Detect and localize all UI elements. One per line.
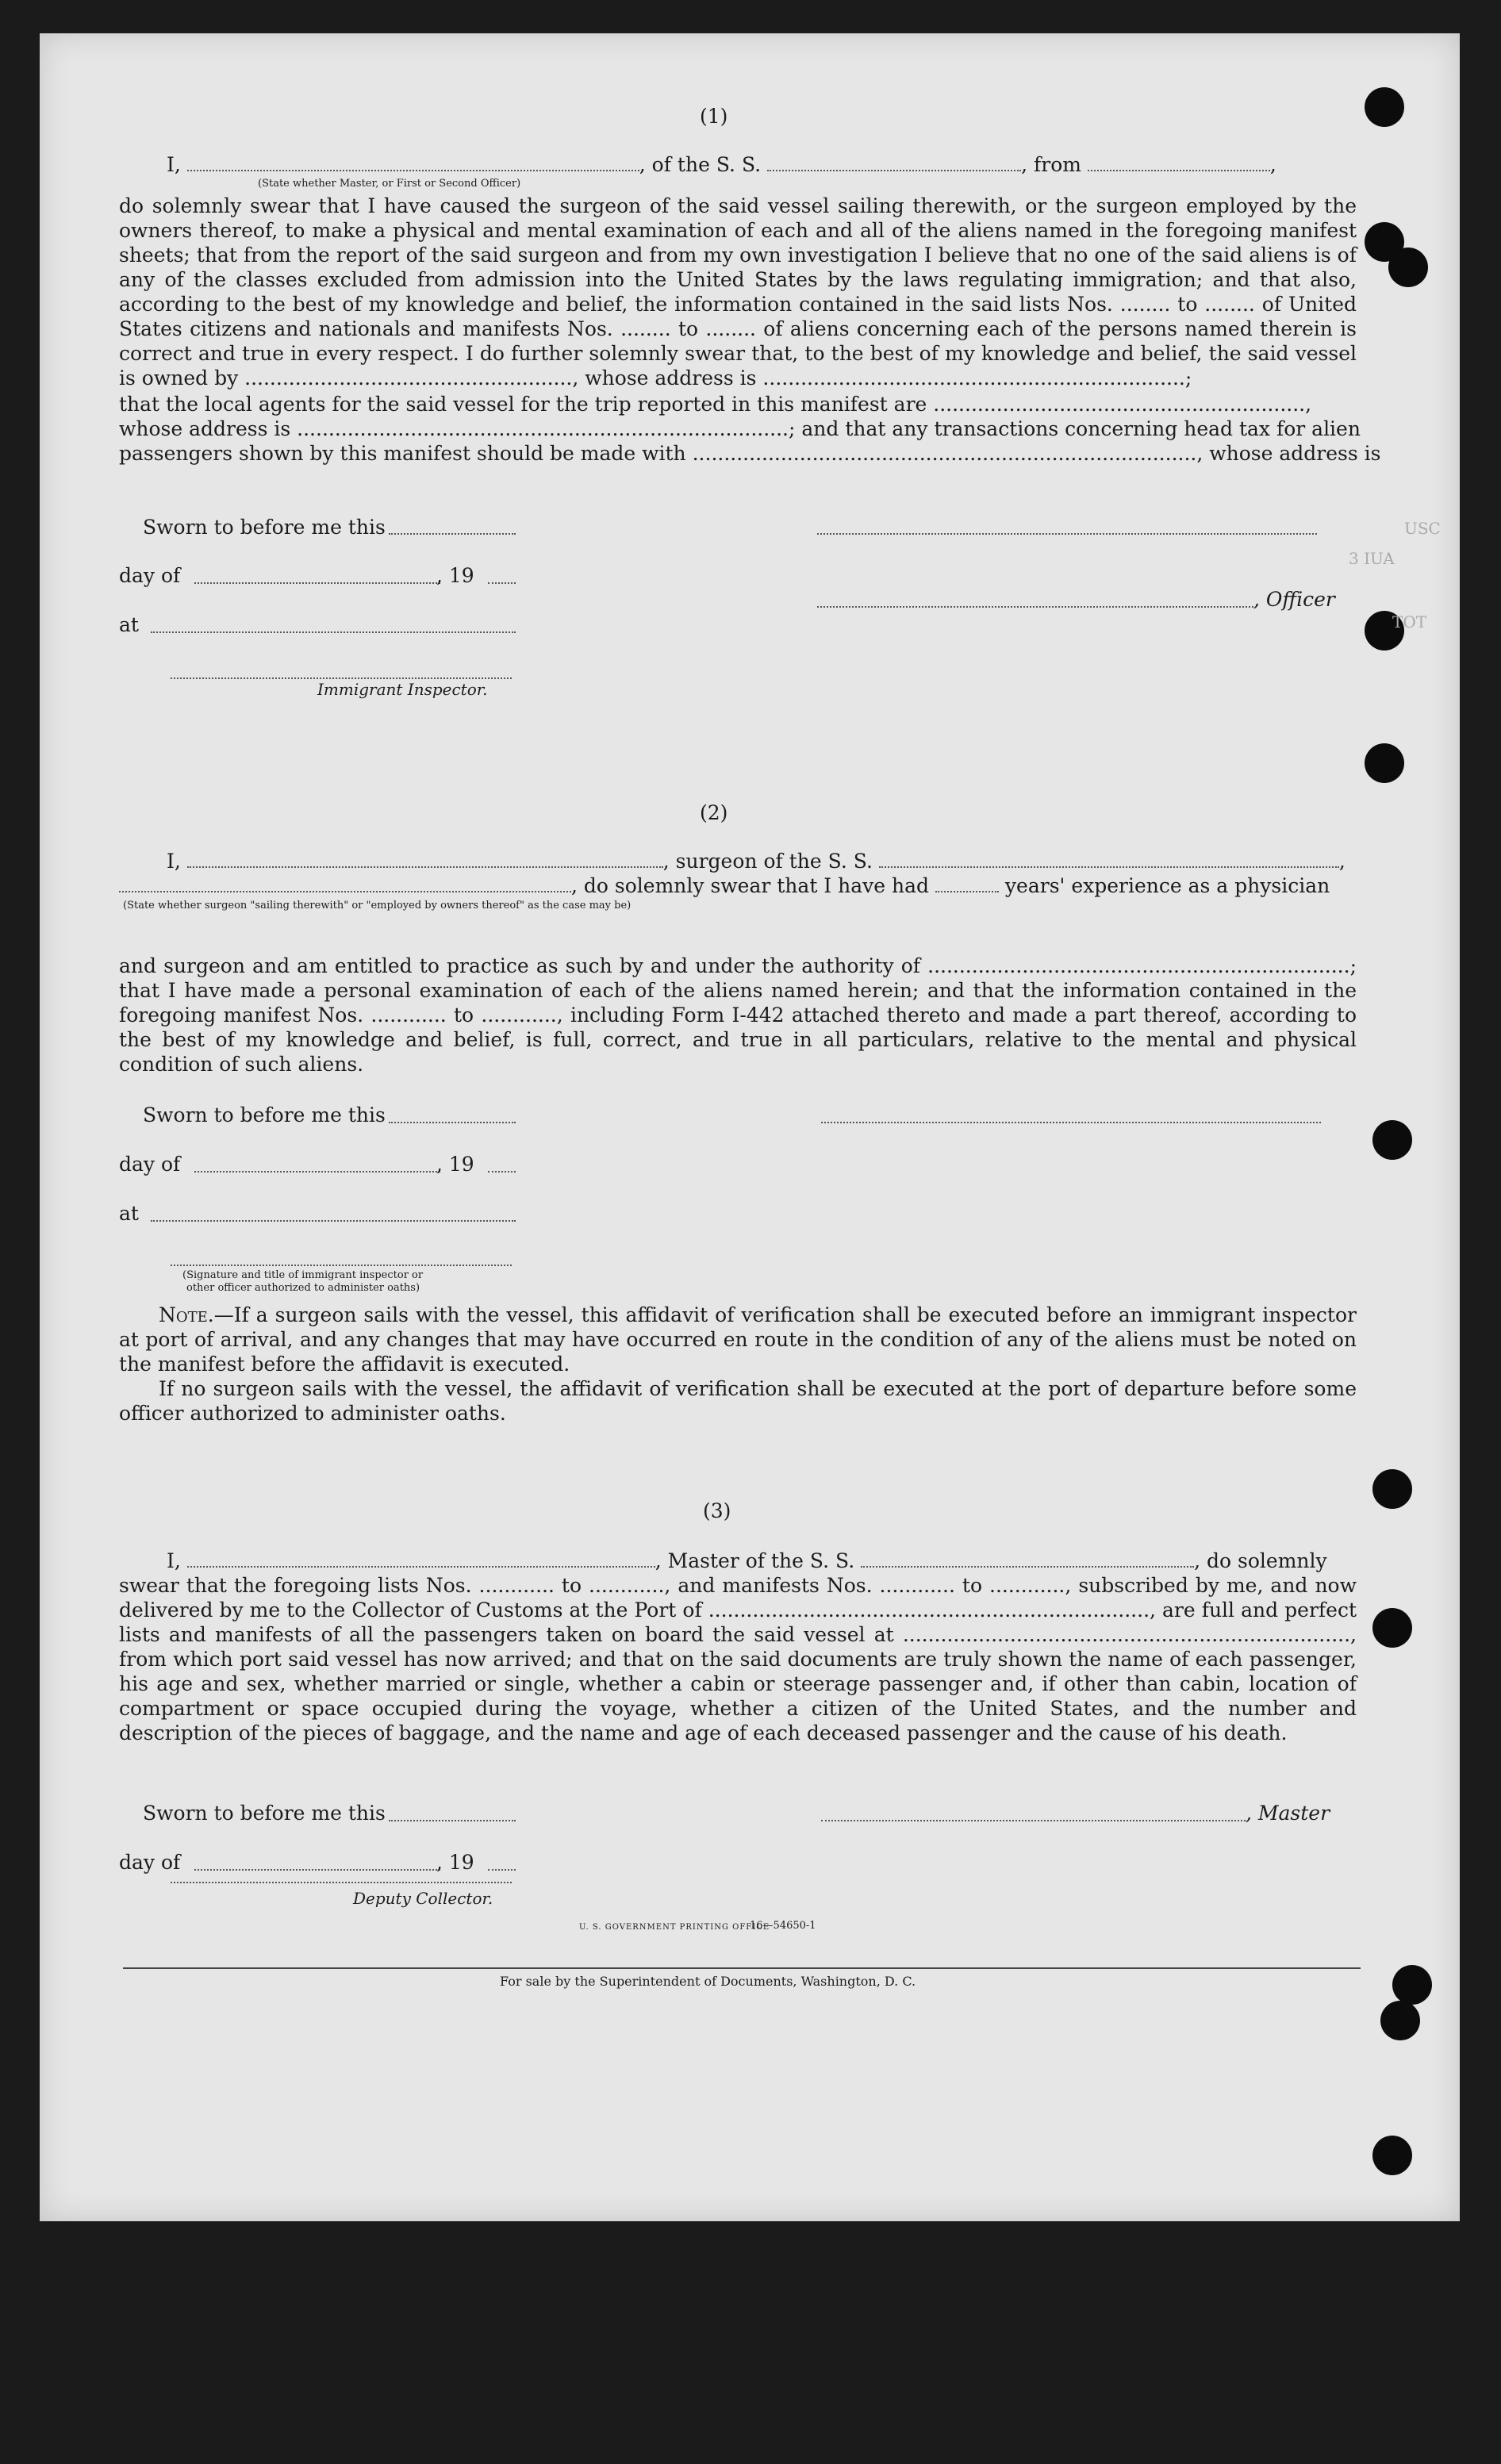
s2-note-label: Note. <box>159 1303 214 1326</box>
punch-hole <box>1365 743 1404 783</box>
s2-body: and surgeon and am entitled to practice as such by and under the authority of ...................................................................; that I have made a personal examination of each of the aliens named herein; and that the information contained in the foregoing manifest Nos. ............ to ............, including Form I-442 attached thereto and made a part thereof, according to the best of my knowledge and belief, is full, correct, and true in all particulars, relative to the mental and physical condition of such aliens. <box>119 954 1357 1076</box>
s2-sig-note-2: other officer authorized to administer oaths) <box>186 1282 420 1294</box>
section-3-number: (3) <box>703 1499 731 1522</box>
punch-hole <box>1392 1965 1432 2005</box>
s1-ship-blank <box>767 152 1021 171</box>
s2-swear: , do solemnly swear that I have had <box>571 874 930 897</box>
s1-sworn-blank <box>389 533 516 535</box>
s2-year: , 19 <box>436 1153 474 1176</box>
section-2-number: (2) <box>700 801 728 824</box>
s1-year: , 19 <box>436 564 474 587</box>
s1-whose: whose address is ..............................................................................; and that any transactions concerning head tax for alien <box>119 417 1361 440</box>
s1-officer-blank <box>187 152 639 171</box>
s2-status-blank <box>119 873 571 892</box>
s3-year-blank <box>488 1869 516 1871</box>
s2-at-blank <box>151 1220 516 1222</box>
s1-from: , from <box>1021 153 1081 176</box>
punch-hole <box>1388 248 1428 287</box>
punch-hole <box>1365 87 1404 127</box>
s2-sworn-blank <box>389 1122 516 1123</box>
s3-body: swear that the foregoing lists Nos. ............ to ............, and manifests Nos. ............ to ............, subscribed by me, and now delivered by me to the Collector of Customs at the Port of ......................................................................, are full and perfect lists and manifests of all the passengers taken on board the said vessel at ......................................................................., from which port said vessel has now arrived; and that on the said documents are truly shown the name of each passenger, his age and sex, whether married or single, whether a cabin or steerage passenger and, if other than cabin, location of compartment or space occupied during the voyage, whether a citizen of the United States, and the number and description of the pieces of baggage, and the name and age of each deceased passenger and the cause of his death. <box>119 1574 1357 1744</box>
margin-stamp: TOT <box>1392 612 1427 631</box>
s1-day-blank <box>194 582 440 584</box>
s3-master-of: , Master of the S. S. <box>655 1549 855 1572</box>
s1-at: at <box>119 613 139 636</box>
punch-hole <box>1380 2001 1420 2040</box>
s3-sworn-blank <box>389 1820 516 1821</box>
footer-code: 16—54650-1 <box>750 1920 816 1932</box>
s1-inspector-label: Immigrant Inspector. <box>317 680 488 699</box>
footer-rule <box>123 1967 1361 1969</box>
s1-line1: I, , of the S. S. , from , <box>167 153 1276 176</box>
s2-inspector-sig <box>171 1265 512 1266</box>
s1-body: do solemnly swear that I have caused the surgeon of the said vessel sailing therewith, or the surgeon employed by the owners thereof, to make a physical and mental examination of each and all of the aliens named in the foregoing manifest sheets; that from the report of the said surgeon and from my own investigation I believe that no one of the said aliens is of any of the classes excluded from admission into the United States by the laws regulating immigration; and that also, according to the best of my knowledge and belief, the information contained in the said lists Nos. ........ to ........ of United States citizens and nationals and manifests Nos. ........ to ........ of aliens concerning each of the persons named therein is correct and true in every respect. I do further solemnly swear that, to the best of my knowledge and belief, the said vessel is owned by ...................................................., whose address is ...................................................................; <box>119 194 1357 390</box>
s3-ship-blank <box>861 1549 1194 1568</box>
s2-years: years' experience as a physician <box>1004 874 1330 897</box>
section-1-number: (1) <box>700 105 728 128</box>
s2-ship-blank <box>879 849 1339 868</box>
s2-at: at <box>119 1202 139 1225</box>
s2-i: I, <box>167 850 181 873</box>
s2-sworn: Sworn to before me this <box>143 1103 386 1126</box>
s1-state-note: (State whether Master, or First or Second Officer) <box>258 178 521 190</box>
punch-hole <box>1372 1120 1412 1160</box>
s3-day-of: day of <box>119 1851 181 1874</box>
footer-gpo: U. S. GOVERNMENT PRINTING OFFICE <box>579 1923 770 1932</box>
s2-day-blank <box>194 1171 440 1173</box>
s3-master-label: , Master <box>1246 1802 1330 1825</box>
s3-year: , 19 <box>436 1851 474 1874</box>
s1-day-of: day of <box>119 564 181 587</box>
s3-deputy-sig <box>171 1882 512 1883</box>
s3-day-blank <box>194 1869 440 1871</box>
s3-line1 <box>167 1549 1327 1573</box>
s2-sig-note-1: (Signature and title of immigrant inspector or <box>182 1269 424 1281</box>
s2-line2 <box>119 873 1330 898</box>
s3-master-blank <box>187 1549 655 1568</box>
s3-i: I, <box>167 1549 181 1572</box>
footer-sale: For sale by the Superintendent of Documents, Washington, D. C. <box>500 1974 916 1989</box>
s2-day-of: day of <box>119 1153 181 1176</box>
s2-surgeon-blank <box>187 849 663 868</box>
s2-note-1 <box>119 1303 1357 1376</box>
s3-master-sig-blank <box>821 1820 1246 1821</box>
manifest-page <box>40 33 1460 2221</box>
s2-year-blank <box>488 1171 516 1173</box>
s2-signature-blank <box>821 1122 1321 1123</box>
s1-sworn: Sworn to before me this <box>143 516 386 539</box>
s2-note-text: —If a surgeon sails with the vessel, this affidavit of verification shall be executed before an immigrant inspector at port of arrival, and any changes that may have occurred en route in the condition of any of the aliens must be noted on the manifest before the affidavit is executed. <box>119 1303 1357 1376</box>
s1-agents: that the local agents for the said vessel for the trip reported in this manifest are ..........................................................., <box>119 393 1312 416</box>
s3-deputy-label: Deputy Collector. <box>353 1889 493 1908</box>
s2-years-blank <box>935 873 999 892</box>
punch-hole <box>1372 1608 1412 1648</box>
s1-signature-blank <box>817 533 1317 535</box>
margin-stamp: USC <box>1404 519 1441 538</box>
s1-at-blank <box>151 631 516 633</box>
s3-sworn: Sworn to before me this <box>143 1802 386 1825</box>
s1-of-ss: , of the S. S. <box>639 153 762 176</box>
s1-passengers: passengers shown by this manifest should be made with ................................................................................, whose address is <box>119 442 1381 465</box>
margin-stamp: 3 IUA <box>1349 549 1395 568</box>
s1-officer-label: , Officer <box>1253 588 1335 611</box>
punch-hole <box>1372 2136 1412 2175</box>
s2-state-note: (State whether surgeon "sailing therewith" or "employed by owners thereof" as the case may be) <box>123 900 631 912</box>
s1-from-blank <box>1088 152 1270 171</box>
s1-officer-sig-blank <box>817 606 1253 608</box>
s2-line1: I, , surgeon of the S. S. , <box>167 850 1346 873</box>
punch-hole <box>1372 1469 1412 1509</box>
s1-i: I, <box>167 153 181 176</box>
s1-year-blank <box>488 582 516 584</box>
s3-solemnly: , do solemnly <box>1194 1549 1327 1572</box>
s2-note-2: If no surgeon sails with the vessel, the affidavit of verification shall be executed at the port of departure before some officer authorized to administer oaths. <box>119 1377 1357 1425</box>
s2-surgeon-of: , surgeon of the S. S. <box>662 850 873 873</box>
